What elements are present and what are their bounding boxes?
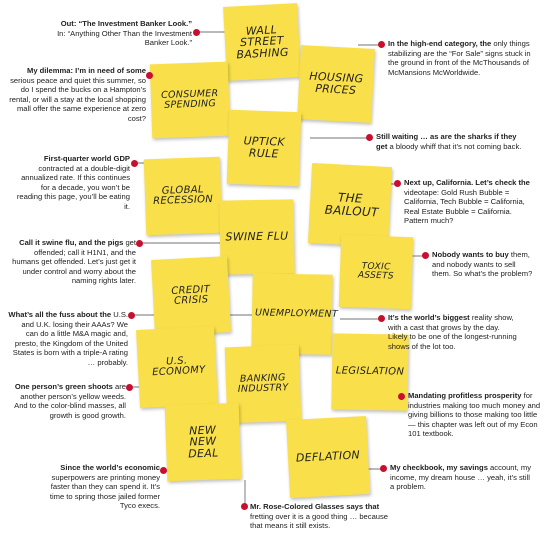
callout-high-end-housing [388, 39, 536, 77]
callout-body: fretting over it is a good thing … because that means it still exists. [250, 511, 389, 531]
note-label: CREDIT CRISIS [171, 283, 211, 307]
note-label: UNEMPLOYMENT [254, 307, 339, 320]
callout-heading: My checkbook, my savings [390, 463, 488, 472]
bullet-dot [136, 240, 143, 247]
callout-economic-superpowers [36, 463, 160, 511]
callout-swine-flu [12, 238, 136, 286]
callout-banker-look [36, 19, 192, 48]
callout-world-gdp [14, 154, 130, 212]
callout-heading: My dilemma: I’m in need of some [27, 66, 146, 75]
note-label: LEGISLATION [335, 365, 405, 378]
callout-body: are another person’s yellow weeds. And to the color-blind masses, all growth is good growth. [14, 382, 126, 420]
bullet-dot [128, 312, 135, 319]
note-label: BANKING INDUSTRY [237, 372, 289, 395]
bullet-dot [160, 467, 167, 474]
callout-heading: First-quarter world GDP [43, 154, 130, 163]
callout-body: account, my income, my dream house … yeah, it’s still a problem. [390, 463, 531, 492]
note-label: U.S. ECONOMY [151, 354, 206, 379]
callout-green-shoots [14, 382, 126, 420]
note-wall-street-bashing [223, 3, 301, 81]
callout-heading: Mandating profitless prosperity [408, 391, 522, 400]
callout-body: get offended; call it H1N1, and the humans get offended. Let’s just get it under control and worry about the naming rights later. [12, 238, 136, 286]
callout-aaa-rating [8, 310, 128, 368]
callout-body: a bloody whiff that it’s not coming back. [389, 141, 522, 151]
callout-heading: Mr. Rose-Colored Glasses says that [250, 502, 380, 511]
bullet-dot [394, 180, 401, 187]
note-credit-crisis [151, 256, 231, 336]
callout-body: reality show, with a cast that grows by the day. Likely to be one of the longest-running shows of the lot too. [388, 313, 517, 351]
note-deflation [286, 416, 370, 498]
note-global-recession [144, 157, 223, 236]
callout-heading: Still waiting … as are the sharks if they get [376, 132, 517, 151]
callout-still-waiting [376, 132, 526, 151]
callout-reality-show [388, 313, 518, 351]
callout-body: U.S. and U.K. losing their AAAs? We can do a little M&A magic and, presto, the Kingdom of the United States is born with a triple-A rating … probably. [12, 310, 128, 367]
callout-body: them, and nobody wants to sell them. So what’s the problem? [432, 250, 533, 279]
callout-body: videotape: Gold Rush Bubble = California, Tech Bubble = California, Real Estate Bubble = California. Pattern much? [404, 187, 525, 226]
note-label: TOXIC ASSETS [357, 261, 395, 282]
bullet-dot [126, 384, 133, 391]
callout-toxic-assets [432, 250, 534, 279]
callout-heading: One person’s green shoots [14, 382, 113, 391]
callout-dilemma [8, 66, 146, 124]
note-us-economy [136, 326, 218, 408]
callout-checkbook [390, 463, 536, 492]
bullet-dot [193, 29, 200, 36]
note-label: DEFLATION [295, 448, 361, 465]
note-swine-flu [219, 199, 294, 274]
note-label: CONSUMER SPENDING [160, 88, 219, 111]
bullet-dot [131, 160, 138, 167]
callout-heading: Nobody wants to buy [432, 250, 509, 259]
callout-heading: In the high-end category, the [388, 39, 492, 48]
note-toxic-assets [339, 235, 413, 309]
note-label: SWINE FLU [225, 229, 289, 244]
bullet-dot [422, 252, 429, 259]
callout-california [404, 178, 536, 226]
note-uptick-rule [227, 110, 302, 186]
note-consumer-spending [150, 62, 231, 139]
callout-heading: Next up, California. Let’s check the [404, 178, 530, 187]
note-unemployment [251, 273, 339, 354]
callout-body: In: “Anything Other Than the Investment Banker Look.” [57, 28, 192, 48]
note-label: NEW NEW DEAL [188, 423, 219, 461]
callout-body: only things stabilizing are the “For Sale” signs stuck in the ground in front of the McThousands of McMansions McWorldwide. [388, 39, 531, 77]
bullet-dot [378, 315, 385, 322]
bullet-dot [146, 72, 153, 79]
bullet-dot [398, 393, 405, 400]
callout-heading: Call it swine flu, and the pigs [19, 238, 124, 247]
callout-heading: Out: “The Investment Banker Look.” [60, 19, 192, 28]
callout-body: serious peace and quiet this summer, so do I spend the bucks on a Hampton’s rental, or will a stay at the local shopping mall offer the same experience at zero cost? [9, 75, 146, 123]
note-label: WALL STREET BASHING [236, 22, 290, 62]
note-label: GLOBAL RECESSION [153, 183, 214, 208]
callout-body: superpowers are printing money faster than they can spend it. It’s time to spring those jailed former Tyco execs. [49, 472, 160, 511]
bullet-dot [380, 465, 387, 472]
callout-body: for industries making too much money and giving billions to those making too little — this chapter was left out of my Econ 101 textbook. [408, 391, 541, 439]
note-label: THE BAILOUT [324, 190, 379, 220]
callout-profitless-prosperity [408, 391, 544, 439]
bullet-dot [378, 41, 385, 48]
note-label: UPTICK RULE [243, 134, 286, 161]
callout-body: contracted at a double-digit annualized rate. If this continues for a decade, you won’t be reading this page, you’ll be eating it. [16, 163, 130, 211]
note-housing-prices [297, 45, 375, 123]
callout-heading: Since the world’s economic [60, 463, 160, 472]
note-new-new-deal [165, 403, 242, 482]
note-label: HOUSING PRICES [308, 70, 364, 98]
bullet-dot [241, 503, 248, 510]
callout-heading: It’s the world’s biggest [388, 313, 470, 322]
callout-heading: What’s all the fuss about the [8, 310, 112, 319]
bullet-dot [366, 134, 373, 141]
callout-rose-colored-glasses [250, 502, 390, 531]
